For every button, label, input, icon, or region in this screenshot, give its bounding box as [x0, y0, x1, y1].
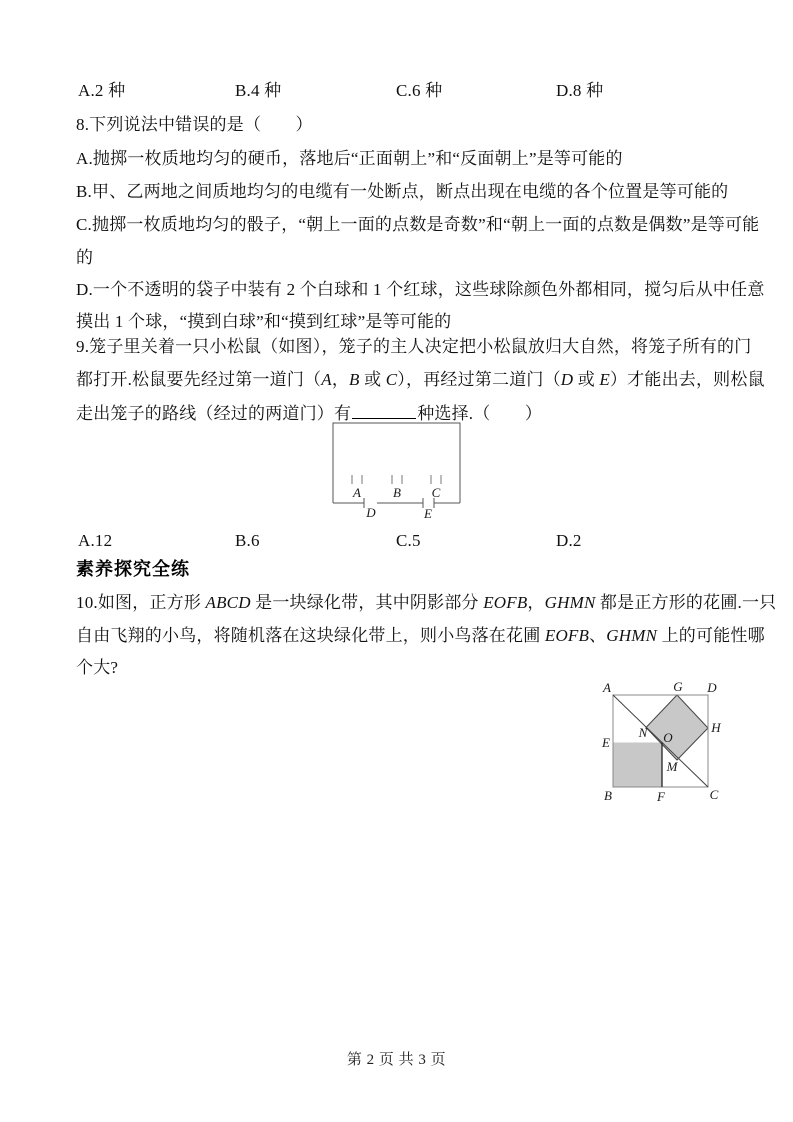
shaded-square-eofb	[613, 743, 662, 788]
label-d: D	[707, 680, 717, 695]
q9-line1: 9.笼子里关着一只小松鼠（如图），笼子的主人决定把小松鼠放归大自然，将笼子所有的门	[76, 337, 752, 356]
q7-option-a: A.2 种	[78, 81, 126, 100]
q8-option-c-line2: 的	[76, 248, 94, 267]
q9-options-row	[76, 530, 776, 552]
label-g: G	[673, 679, 683, 694]
label-c: C	[709, 787, 719, 802]
q8-stem: 8.下列说法中错误的是（ ）	[76, 115, 313, 134]
q8-option-b: B.甲、乙两地之间质地均匀的电缆有一处断点，断点出现在电缆的各个位置是等可能的	[76, 182, 729, 201]
cage-door-a-label: A	[353, 485, 361, 500]
garden-figure	[595, 675, 725, 805]
q10-line1: 10.如图，正方形 ABCD 是一块绿化带，其中阴影部分 EOFB，GHMN 都是正方形的花圃.一只	[76, 593, 777, 612]
q7-options-row	[76, 80, 776, 102]
cage-door-ticks-abc	[352, 475, 441, 484]
label-b: B	[604, 788, 612, 803]
q9-option-d: D.2	[556, 531, 582, 550]
q9-option-a: A.12	[78, 531, 113, 550]
label-h: H	[711, 720, 721, 735]
q8-option-d-line2: 摸出 1 个球，“摸到白球”和“摸到红球”是等可能的	[76, 312, 452, 331]
cage-door-e-label: E	[424, 506, 432, 521]
q8-option-c-line1: C.抛掷一枚质地均匀的骰子，“朝上一面的点数是奇数”和“朝上一面的点数是偶数”是等可能	[76, 215, 760, 234]
q8-option-d-line1: D.一个不透明的袋子中装有 2 个白球和 1 个红球，这些球除颜色外都相同，搅匀后从中任意	[76, 280, 765, 299]
cage-figure	[310, 420, 470, 525]
label-f: F	[657, 789, 665, 804]
section-header: 素养探究全练	[76, 559, 190, 579]
page-footer: 第 2 页 共 3 页	[346, 1052, 447, 1068]
q10-line2: 自由飞翔的小鸟，将随机落在这块绿化带上，则小鸟落在花圃 EOFB、GHMN 上的可能性哪	[76, 626, 765, 645]
q8-option-a: A.抛掷一枚质地均匀的硬币，落地后“正面朝上”和“反面朝上”是等可能的	[76, 149, 623, 168]
cage-door-d-label: D	[366, 505, 376, 520]
q9-option-b: B.6	[235, 531, 260, 550]
q7-option-b: B.4 种	[235, 81, 282, 100]
q9-option-c: C.5	[396, 531, 421, 550]
label-o: O	[663, 730, 673, 745]
q9-line2: 都打开.松鼠要先经过第一道门（A，B 或 C），再经过第二道门（D 或 E）才能出去，则松鼠	[76, 370, 765, 389]
q10-line3: 个大?	[76, 658, 119, 677]
q7-option-c: C.6 种	[396, 81, 443, 100]
q7-option-d: D.8 种	[556, 81, 604, 100]
cage-door-c-label: C	[431, 485, 441, 500]
label-a: A	[603, 680, 611, 695]
label-m: M	[666, 759, 678, 774]
label-e: E	[602, 735, 610, 750]
q9-line3: 走出笼子的路线（经过的两道门）有 种选择.（ ）	[76, 401, 542, 425]
label-n: N	[638, 725, 648, 740]
cage-door-b-label: B	[393, 485, 401, 500]
